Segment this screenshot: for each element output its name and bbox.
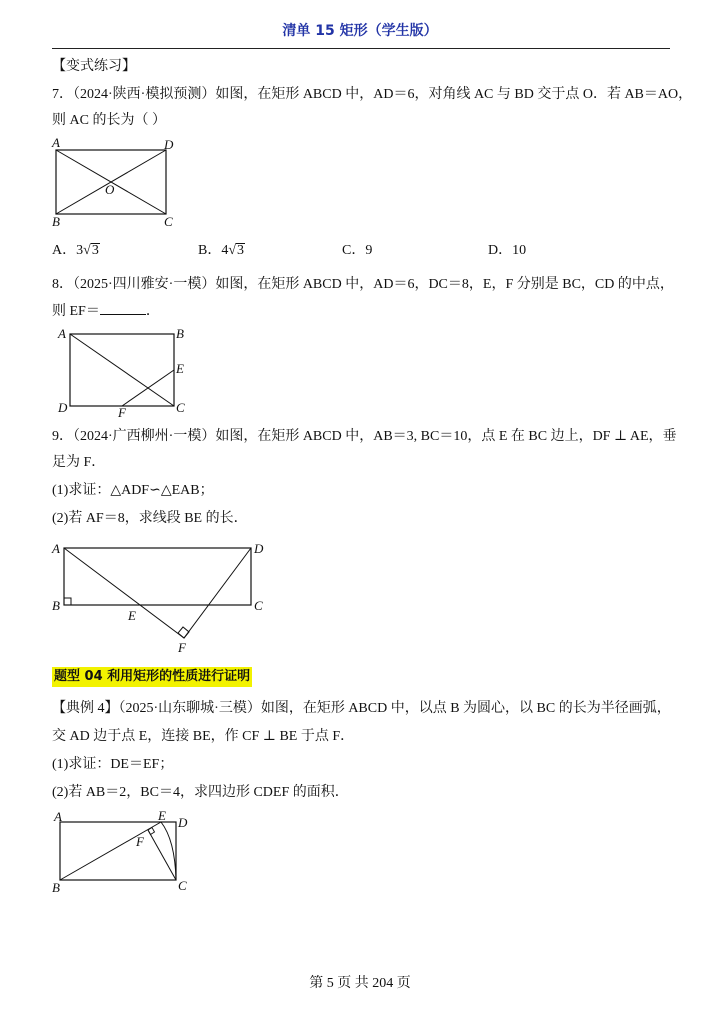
q8-label-e: E xyxy=(176,361,184,376)
q7-text-line1: 7．（2024·陕西·模拟预测）如图，在矩形 ABCD 中，AD＝6，对角线 AC 与 BD 交于点 O．若 AB＝AO， xyxy=(52,87,693,102)
q7-label-c: C xyxy=(164,214,173,229)
q8-figure xyxy=(52,324,202,418)
section-type-heading: 题型 04 利用矩形的性质进行证明 xyxy=(52,667,252,687)
q9-label-b: B xyxy=(52,598,60,613)
q9-label-a: A xyxy=(52,541,60,556)
q7-label-a: A xyxy=(52,136,60,150)
ex4-label-c: C xyxy=(178,878,187,893)
q7-label-o: O xyxy=(105,182,115,197)
ex4-arc-ce xyxy=(161,822,176,880)
ex4-part2: (2)若 AB＝2，BC＝4，求四边形 CDEF 的面积． xyxy=(52,785,349,800)
ex4-segment-be xyxy=(60,822,161,880)
q7-choice-c: C．9 xyxy=(342,243,373,258)
q8-text-line2: 则 EF＝ ． xyxy=(52,304,160,319)
q9-label-f: F xyxy=(178,640,186,655)
q7-choice-b: B．4√3 xyxy=(198,243,245,258)
ex4-label-e: E xyxy=(158,808,166,823)
ex4-part1: (1)求证：DE＝EF； xyxy=(52,757,174,772)
q9-right-angle-b xyxy=(64,598,71,605)
ex4-figure xyxy=(48,806,198,896)
q9-figure xyxy=(48,538,278,656)
page-title: 清单 15 矩形（学生版） xyxy=(282,23,438,39)
q7-choice-d: D．10 xyxy=(488,243,527,258)
q9-part2: (2)若 AF＝8，求线段 BE 的长． xyxy=(52,511,248,526)
q9-text-line1: 9．（2024·广西柳州·一模）如图，在矩形 ABCD 中，AB＝3, BC＝10，点 E 在 BC 边上，DF ⊥ AE，垂 xyxy=(52,429,677,444)
q7-text-line2: 则 AC 的长为（ ） xyxy=(52,113,166,128)
q8-text-line1: 8．（2025·四川雅安·一模）如图，在矩形 ABCD 中，AD＝6，DC＝8，E，F 分别是 BC，CD 的中点， xyxy=(52,277,674,292)
q7-label-b: B xyxy=(52,214,60,229)
q8-label-a: A xyxy=(58,326,66,341)
section-variant-label: 【变式练习】 xyxy=(52,59,136,74)
q8-diagonal-ac xyxy=(70,334,174,406)
ex4-label-d: D xyxy=(178,815,188,830)
ex4-text-line1: 【典例 4】（2025·山东聊城·三模）如图，在矩形 ABCD 中，以点 B 为圆心，以 BC 的长为半径画弧， xyxy=(52,701,671,716)
q9-rectangle xyxy=(64,548,251,605)
q8-label-c: C xyxy=(176,400,185,415)
q7-figure xyxy=(48,136,188,230)
q8-label-b: B xyxy=(176,326,184,341)
q8-answer-blank xyxy=(100,302,146,315)
ex4-label-f: F xyxy=(136,834,144,849)
q9-label-c: C xyxy=(254,598,263,613)
header-divider xyxy=(52,48,670,49)
ex4-label-a: A xyxy=(54,809,62,824)
q9-label-d: D xyxy=(254,541,264,556)
page-number: 第 5 页 共 204 页 xyxy=(309,976,411,991)
q9-text-line2: 足为 F． xyxy=(52,455,106,470)
q9-right-angle-f xyxy=(178,627,189,638)
ex4-text-line2: 交 AD 边于点 E，连接 BE，作 CF ⊥ BE 于点 F． xyxy=(52,729,355,744)
q8-label-f: F xyxy=(118,405,126,418)
ex4-label-b: B xyxy=(52,880,60,895)
q9-label-e: E xyxy=(128,608,136,623)
q9-lines-aef-df xyxy=(64,548,251,638)
ex4-segment-cf xyxy=(148,830,176,880)
q7-label-d: D xyxy=(164,137,174,152)
ex4-rectangle xyxy=(60,822,176,880)
q7-choice-a: A．3√3 xyxy=(52,243,99,258)
q9-part1: (1)求证：△ADF∽△EAB； xyxy=(52,483,214,498)
q8-label-d: D xyxy=(58,400,68,415)
